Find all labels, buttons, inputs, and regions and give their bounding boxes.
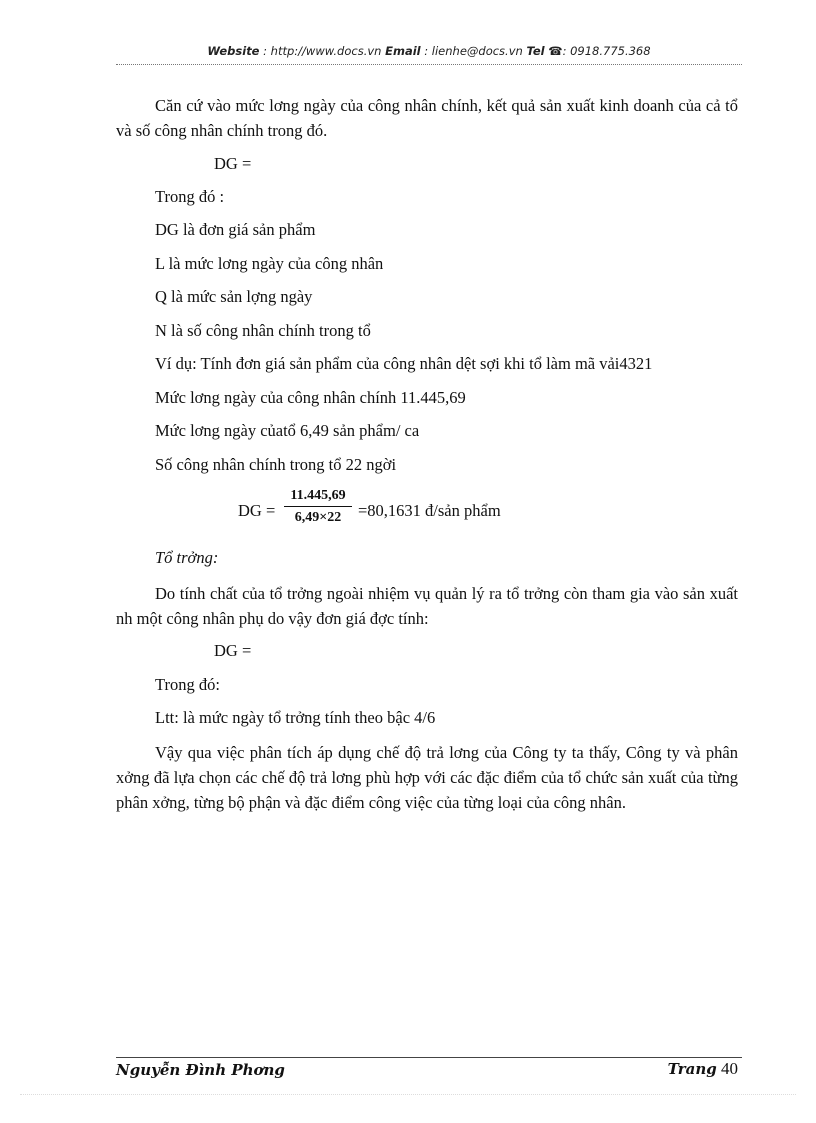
worker-count-line: Số công nhân chính trong tổ 22 ngời [155,455,397,474]
trong-do-label-1: Trong đó : [155,187,225,206]
tel-value: : 0918.775.368 [562,44,651,58]
definition-q: Q là mức sản lợng ngày [155,287,313,306]
definition-l: L là mức lơng ngày của công nhân [155,254,384,273]
tel-label: Tel [526,44,545,58]
example-line: Ví dụ: Tính đơn giá sản phẩm của công nhân dệt sợi khi tổ làm mã vải4321 [155,354,653,373]
footer-page [668,1059,738,1079]
email-label: Email [385,44,421,58]
formula-lhs: DG = [238,501,276,520]
paragraph-conclusion: Vậy qua việc phân tích áp dụng chế độ trả lơng của Công ty ta thấy, Công ty và phân xởng đã lựa chọn các chế độ trả lơng phù hợp với các đặc điểm của tổ chức sản xuất của từng phân xởng, từng bộ phận và đặc điểm công việc của từng loại của công nhân. [116,743,738,812]
page-header [116,44,742,58]
footer-divider [116,1057,742,1058]
header-divider [116,64,742,65]
formula-dg-1: DG = [214,154,252,173]
team-output-line: Mức lơng ngày củatổ 6,49 sản phẩm/ ca [155,421,420,440]
definition-dg: DG là đơn giá sản phẩm [155,220,316,239]
footer-author: Nguyễn Đình Phơng [116,1061,285,1079]
daily-wage-line: Mức lơng ngày của công nhân chính 11.445,69 [155,388,466,407]
bottom-dotted-rule [20,1094,796,1095]
paragraph-intro: Căn cứ vào mức lơng ngày của công nhân chính, kết quả sản xuất kinh doanh của cả tổ và số công nhân chính trong đó. [116,96,738,140]
page-number: 40 [721,1059,738,1078]
formula-dg-2: DG = [214,641,252,660]
definition-n: N là số công nhân chính trong tổ [155,321,371,340]
phone-icon: ☎ [548,44,563,58]
formula-numerator: 11.445,69 [284,488,352,507]
paragraph-team-leader: Do tính chất của tổ trởng ngoài nhiệm vụ quản lý ra tổ trởng còn tham gia vào sản xuất nh một công nhân phụ do vậy đơn giá đợc tính: [116,584,738,628]
website-label: Website [207,44,260,58]
formula-result: =80,1631 đ/sản phẩm [358,501,501,520]
trong-do-label-2: Trong đó: [155,675,220,694]
definition-ltt: Ltt: là mức ngày tổ trởng tính theo bậc 4/6 [155,708,436,727]
email-value: : lienhe@docs.vn [424,44,523,58]
website-value: : http://www.docs.vn [263,44,382,58]
page-label: Trang [667,1060,717,1078]
section-to-truong: Tổ trởng: [155,548,219,567]
formula-denominator: 6,49×22 [294,510,342,525]
formula-fraction [284,488,352,526]
